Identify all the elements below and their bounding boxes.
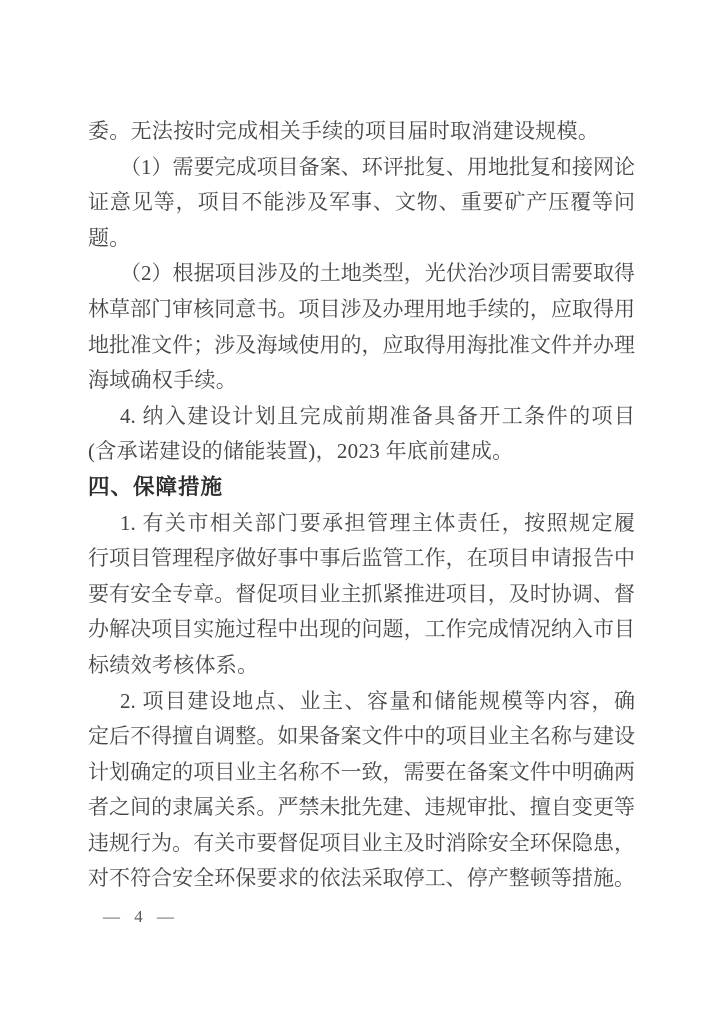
text-line: (含承诺建设的储能装置)，2023 年底前建成。 xyxy=(88,439,514,464)
section-heading: 四、保障措施 xyxy=(88,474,224,499)
text-line: 办解决项目实施过程中出现的问题，工作完成情况纳入市目 xyxy=(88,617,635,642)
text-line: （1）需要完成项目备案、环评批复、用地批复和接网论 xyxy=(120,154,635,179)
text-line: 对不符合安全环保要求的依法采取停工、停产整顿等措施。 xyxy=(88,866,635,891)
text-line: 行项目管理程序做好事中事后监管工作，在项目申请报告中 xyxy=(88,546,635,571)
text-line: 海域确权手续。 xyxy=(88,368,238,393)
text-line: 要有安全专章。督促项目业主抓紧推进项目，及时协调、督 xyxy=(88,581,635,606)
text-line: 题。 xyxy=(88,225,131,250)
text-line: 违规行为。有关市要督促项目业主及时消除安全环保隐患， xyxy=(88,830,635,855)
text-line: 定后不得擅自调整。如果备案文件中的项目业主名称与建设 xyxy=(88,724,635,749)
text-line: 证意见等，项目不能涉及军事、文物、重要矿产压覆等问 xyxy=(88,190,635,215)
text-line: 计划确定的项目业主名称不一致，需要在备案文件中明确两 xyxy=(88,759,635,784)
text-line: 标绩效考核体系。 xyxy=(88,652,259,677)
text-line: 者之间的隶属关系。严禁未批先建、违规审批、擅自变更等 xyxy=(88,795,635,820)
text-line: 林草部门审核同意书。项目涉及办理用地手续的，应取得用 xyxy=(88,296,635,321)
text-line: 1. 有关市相关部门要承担管理主体责任，按照规定履 xyxy=(120,510,635,535)
text-line: 2. 项目建设地点、业主、容量和储能规模等内容，确 xyxy=(120,688,635,713)
document-body xyxy=(88,114,635,897)
text-line: 地批准文件；涉及海域使用的，应取得用海批准文件并办理 xyxy=(88,332,635,357)
page-number: — 4 — xyxy=(103,907,179,926)
text-line: 委。无法按时完成相关手续的项目届时取消建设规模。 xyxy=(88,119,600,143)
text-line: 4. 纳入建设计划且完成前期准备具备开工条件的项目 xyxy=(120,403,635,428)
text-line: （2）根据项目涉及的土地类型，光伏治沙项目需要取得 xyxy=(120,261,635,286)
